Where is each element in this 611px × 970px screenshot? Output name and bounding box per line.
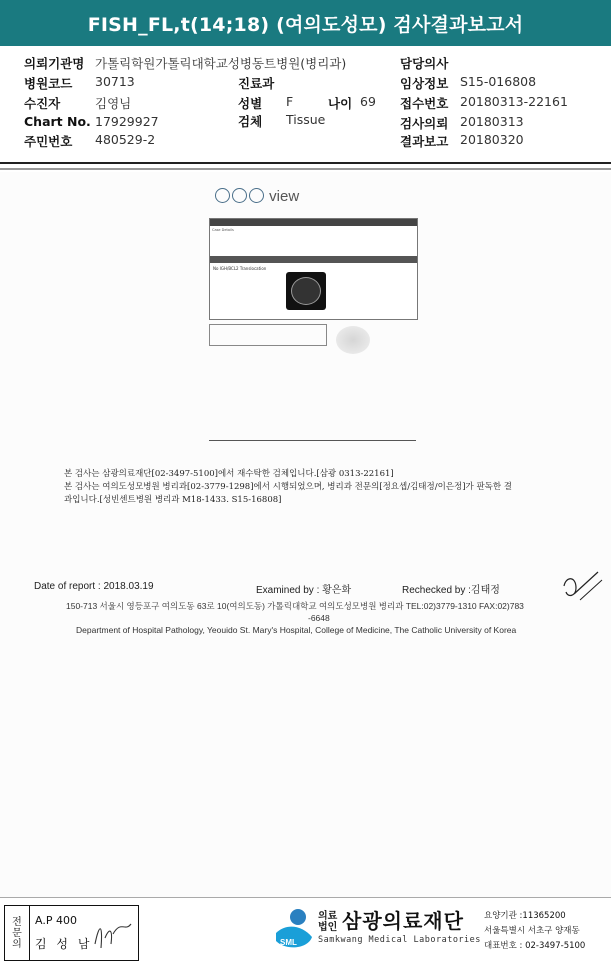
address [66,600,524,624]
institution-label: 의뢰기관명 [24,56,85,71]
patient-label: 수진자 [24,96,61,111]
clinic-info-value: S15-016808 [460,74,537,89]
sex-label: 성별 [238,96,263,111]
org-type: 의료 법인 [318,911,338,933]
org-english-name: Samkwang Medical Laboratories [318,935,481,945]
chart-value: 17929927 [95,114,159,129]
note-line-2: 본 검사는 여의도성모병원 병리과[02-3779-1298]에서 시행되었으며, 병리과 전문의[정요셉/김태정/이은정]가 판독한 결 [64,482,512,492]
specialist-signature-icon [91,914,135,954]
department: Department of Hospital Pathology, Yeouido St. Mary's Hospital, College of Medicine, The Catholic University of Korea [76,625,517,635]
receipt-value: 20180313-22161 [460,94,568,109]
ap-number: A.P 400 [35,914,77,927]
institution-value: 가톨릭학원가톨릭대학교성병동트병원(병리과) [95,56,347,71]
sml-text: SML [280,938,297,947]
request-label: 검사의뢰 [400,116,449,131]
address-line-1: 150-713 서울시 영등포구 여의도동 63로 10(여의도동) 가톨릭대학교 여의도성모병원 병리과 TEL:02)3779-1310 FAX:02)783 [66,601,524,611]
result-text: No IGH/BCL2 Translocation [213,266,267,271]
doctor-label: 담당의사 [400,56,449,71]
divider [0,168,611,170]
org-info [484,909,585,954]
note-line-3: 과입니다.[성빈센트병원 병리과 M18-1433. S15-16808] [64,495,282,505]
date-of-report: Date of report : 2018.03.19 [34,581,154,592]
address-line-2: -6648 [308,613,330,623]
report-date-value: 20180320 [460,132,524,147]
org-info-3: 대표번호 : 02-3497-5100 [484,941,586,951]
org-info-2: 서울특별시 서초구 양재동 [484,926,580,936]
id-value: 480529-2 [95,132,156,147]
org-info-1: 요양기관 :11365200 [484,911,566,921]
request-value: 20180313 [460,114,524,129]
case-details-label: Case Details [212,228,234,232]
bottom-divider [0,897,611,898]
receipt-label: 접수번호 [400,96,449,111]
scan-line [209,440,416,441]
clinic-info-label: 임상정보 [400,76,449,91]
age-label: 나이 [328,96,353,111]
specialist-vertical-label: 전 문 의 [5,906,30,960]
count-table [209,324,327,346]
hospital-code-label: 병원코드 [24,76,73,91]
specialist-name: 김 성 남 [35,937,93,951]
patient-value: 김영님 [95,96,132,111]
fish-cell-image [286,272,326,310]
dept-label: 진료과 [238,76,275,91]
age-value: 69 [360,94,376,109]
sml-footer [270,905,610,963]
stamp-mark [336,326,370,354]
report-note [64,468,584,507]
report-header [0,46,611,164]
specimen-label: 검체 [238,114,263,129]
specialist-box [4,905,139,961]
rechecked-by: Rechecked by :김태정 [402,585,500,596]
specimen-value: Tissue [286,112,326,127]
org-name: 삼광의료재단 [342,909,464,933]
sex-value: F [286,94,294,109]
hospital-code-value: 30713 [95,74,135,89]
logo-text: view [269,188,300,205]
report-date-label: 결과보고 [400,134,449,149]
signature-icon [550,566,606,606]
examined-by: Examined by : 황은화 [256,585,352,596]
sml-logo-icon [272,907,316,953]
note-line-1: 본 검사는 삼광의료재단[02-3497-5100]에서 재수탁한 검체입니다.[삼광 0313-22161] [64,469,394,479]
report-title: FISH_FL,t(14;18) (여의도성모) 검사결과보고서 [0,0,611,46]
id-label: 주민번호 [24,134,73,149]
chart-label: Chart No. [24,114,91,129]
bioview-logo [214,188,299,205]
